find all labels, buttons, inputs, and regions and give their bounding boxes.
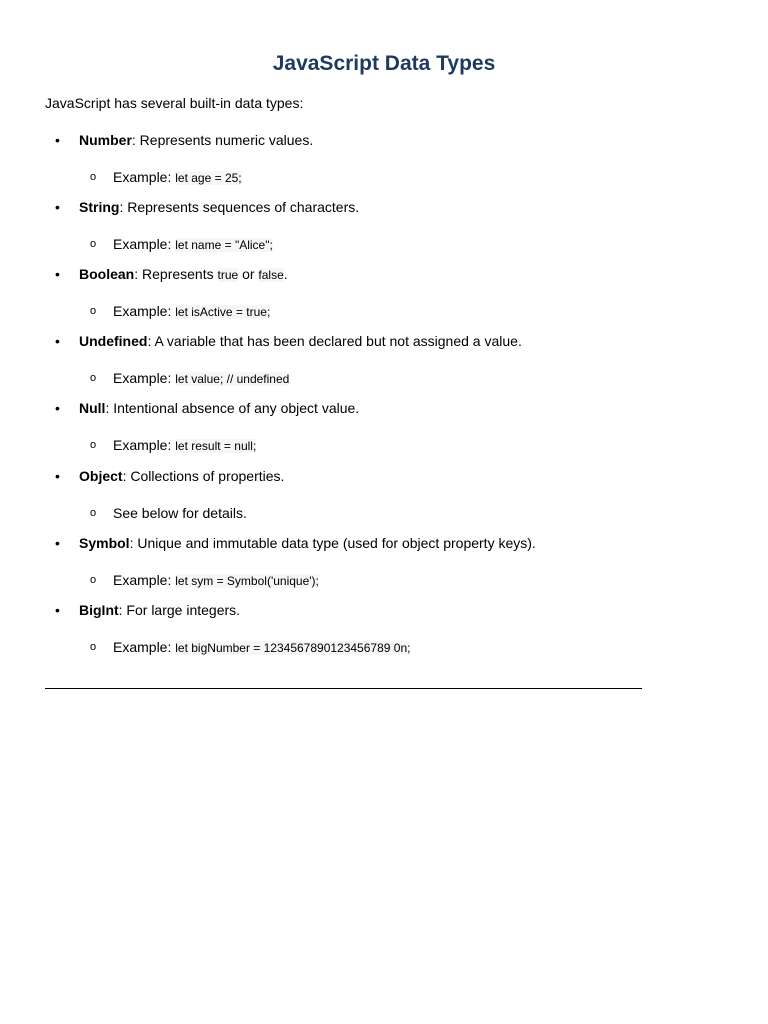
example-code: let sym = Symbol('unique');: [175, 574, 319, 588]
type-name: Boolean: [79, 266, 135, 282]
type-description: [79, 466, 284, 486]
type-name: Undefined: [79, 333, 148, 349]
bullet-icon: •: [55, 400, 60, 416]
list-item-number: [0, 130, 700, 190]
example-prefix: Example:: [113, 572, 176, 588]
example-code: let name = "Alice";: [175, 238, 273, 252]
example-code: let bigNumber = 1234567890123456789 0n;: [175, 641, 411, 655]
sub-bullet-icon: o: [90, 574, 97, 586]
example-prefix: Example:: [113, 169, 176, 185]
list-item-symbol: [0, 533, 700, 593]
type-name: Null: [79, 400, 106, 416]
bullet-icon: •: [55, 266, 60, 282]
desc-before: : For large integers.: [118, 602, 241, 618]
bullet-icon: •: [55, 132, 60, 148]
example-line: [113, 435, 256, 456]
desc-before: : Represents: [134, 266, 218, 282]
desc-before: : Represents numeric values.: [131, 132, 314, 148]
sub-bullet-icon: o: [90, 507, 97, 519]
inline-code-true: true: [217, 268, 239, 282]
example-line: [113, 301, 270, 322]
horizontal-rule: [45, 688, 642, 689]
list-item-undefined: [0, 331, 700, 391]
object-note: [113, 503, 247, 523]
example-code: let isActive = true;: [175, 305, 271, 319]
page-title: JavaScript Data Types: [272, 52, 496, 75]
type-name: Object: [79, 468, 123, 484]
type-name: Symbol: [79, 535, 130, 551]
sub-bullet-icon: o: [90, 305, 97, 317]
type-name: String: [79, 199, 120, 215]
type-description: [79, 264, 288, 285]
example-prefix: Example:: [113, 370, 176, 386]
example-line: [113, 368, 289, 389]
desc-after: .: [283, 266, 288, 282]
type-name: Number: [79, 132, 132, 148]
list-item-null: [0, 398, 700, 458]
sub-bullet-icon: o: [90, 641, 97, 653]
type-description: [79, 398, 359, 418]
type-description: [79, 600, 240, 620]
desc-middle: or: [238, 266, 259, 282]
example-code: let age = 25;: [175, 171, 242, 185]
object-note-text: See below for details.: [113, 505, 247, 521]
bullet-icon: •: [55, 468, 60, 484]
example-line: [113, 637, 410, 658]
desc-before: : Represents sequences of characters.: [119, 199, 360, 215]
type-description: [79, 533, 536, 553]
desc-before: : A variable that has been declared but not assigned a value.: [147, 333, 522, 349]
type-name: BigInt: [79, 602, 119, 618]
bullet-icon: •: [55, 535, 60, 551]
list-item-string: [0, 197, 700, 257]
example-prefix: Example:: [113, 236, 176, 252]
type-description: [79, 130, 313, 150]
example-prefix: Example:: [113, 437, 176, 453]
bullet-icon: •: [55, 199, 60, 215]
bullet-icon: •: [55, 602, 60, 618]
intro-text: JavaScript has several built-in data types:: [45, 95, 304, 111]
list-item-object: [0, 466, 700, 526]
type-description: [79, 197, 359, 217]
sub-bullet-icon: o: [90, 238, 97, 250]
example-code: let value; // undefined: [175, 372, 290, 386]
sub-bullet-icon: o: [90, 372, 97, 384]
example-prefix: Example:: [113, 303, 176, 319]
sub-bullet-icon: o: [90, 171, 97, 183]
list-item-bigint: [0, 600, 700, 660]
desc-before: : Collections of properties.: [122, 468, 285, 484]
example-line: [113, 234, 273, 255]
example-prefix: Example:: [113, 639, 176, 655]
type-description: [79, 331, 522, 351]
desc-before: : Unique and immutable data type (used for object property keys).: [129, 535, 536, 551]
desc-before: : Intentional absence of any object value.: [105, 400, 360, 416]
bullet-icon: •: [55, 333, 60, 349]
example-code: let result = null;: [175, 439, 257, 453]
example-line: [113, 167, 242, 188]
example-line: [113, 570, 319, 591]
sub-bullet-icon: o: [90, 439, 97, 451]
inline-code-false: false: [258, 268, 284, 282]
list-item-boolean: [0, 264, 700, 324]
